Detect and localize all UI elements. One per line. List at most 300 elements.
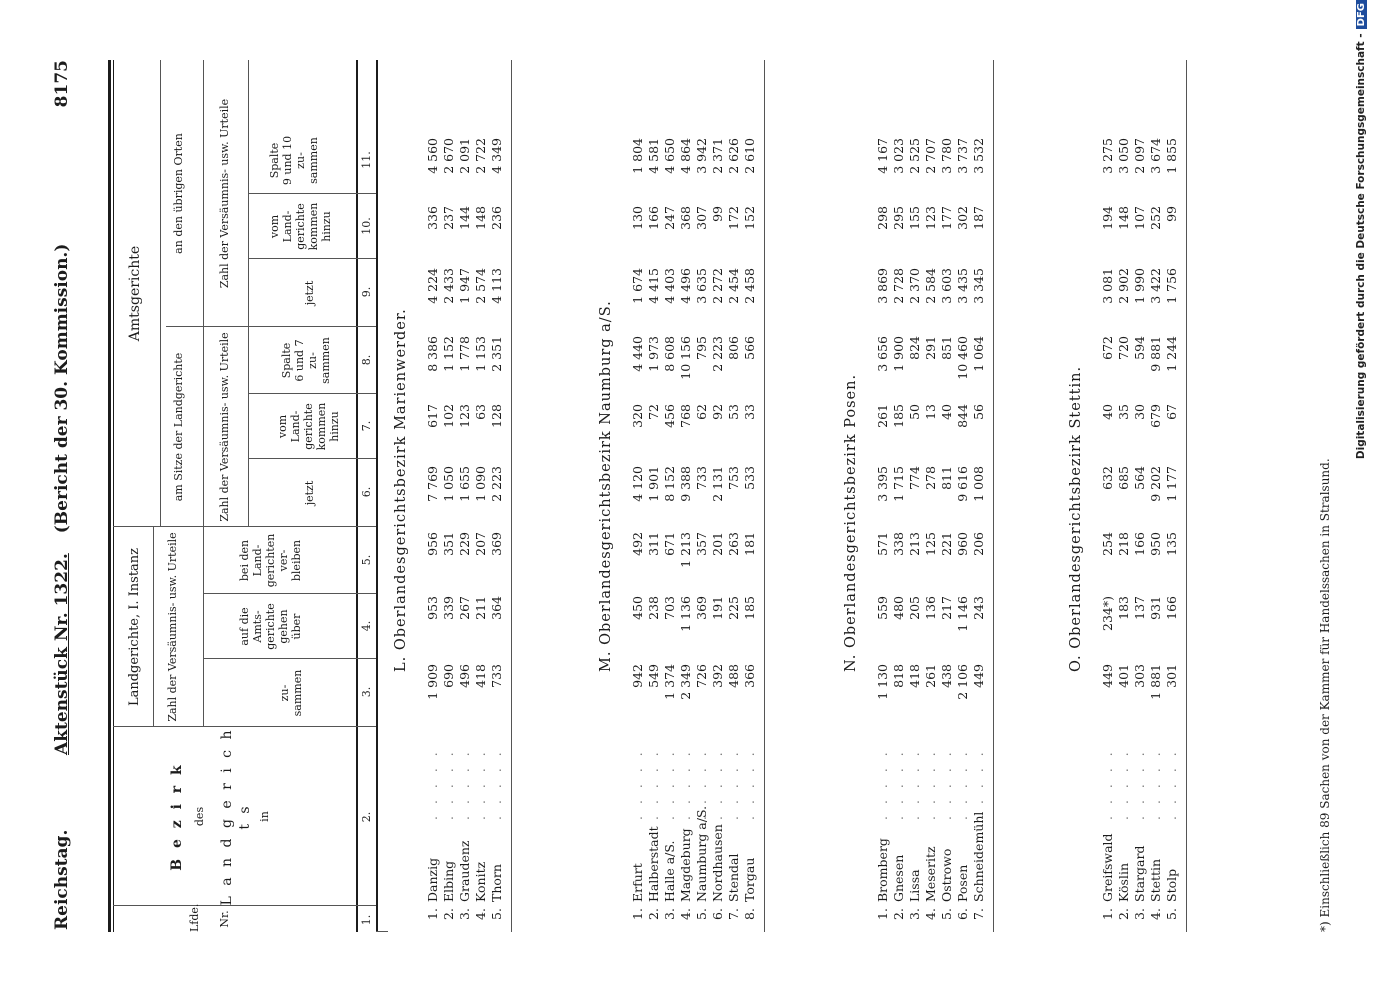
- table-cell: 953: [425, 596, 440, 620]
- court-name: Posen: [955, 864, 970, 902]
- table-cell: 549: [646, 664, 661, 688]
- table-cell: 1 715: [891, 466, 906, 502]
- table-cell: 2 728: [891, 268, 906, 304]
- table-cell: 480: [891, 596, 906, 620]
- table-cell: 123: [923, 206, 938, 230]
- leader-dots: . . . . .: [646, 748, 661, 820]
- table-cell: 99: [1164, 206, 1179, 222]
- table-cell: 10 156: [678, 336, 693, 380]
- court-name: Elbing: [441, 860, 456, 902]
- table-cell: 247: [662, 206, 677, 230]
- table-cell: 135: [1164, 532, 1179, 556]
- table-cell: 8 152: [662, 466, 677, 502]
- table-cell: 733: [694, 466, 709, 490]
- table-cell: 1 008: [971, 466, 986, 502]
- table-cell: 4 403: [662, 268, 677, 304]
- leader-dots: . . . . .: [1116, 748, 1131, 820]
- table-cell: 261: [875, 404, 890, 428]
- table-cell: 366: [742, 664, 757, 688]
- table-cell: 449: [971, 664, 986, 688]
- table-cell: 2 584: [923, 268, 938, 304]
- table-row: [473, 60, 489, 932]
- table-cell: 298: [875, 206, 890, 230]
- table-cell: 3 603: [939, 268, 954, 304]
- header-lfde: Lfde.: [188, 903, 201, 932]
- header-left: Reichstag.: [52, 829, 72, 930]
- table-cell: 2 707: [923, 138, 938, 174]
- table-cell: 3 780: [939, 138, 954, 174]
- table-cell: 559: [875, 596, 890, 620]
- table-cell: 690: [441, 664, 456, 688]
- header-document-number: Aktenstück Nr. 1322.: [52, 553, 72, 755]
- table-cell: 1 064: [971, 336, 986, 372]
- table-row: [710, 60, 726, 932]
- table-cell: 3 674: [1148, 138, 1163, 174]
- table-cell: 218: [1116, 532, 1131, 556]
- table-row: [939, 60, 955, 932]
- table-cell: 148: [473, 206, 488, 230]
- section-title: L. Oberlandesgerichtsbezirk Marienwerder.: [393, 308, 409, 672]
- header-ag-spalte-1: Spalte 6 und 7 zu- sammen: [280, 337, 332, 384]
- table-cell: 152: [742, 206, 757, 230]
- table-cell: 2 626: [726, 138, 741, 174]
- column-number: 2.: [360, 811, 373, 823]
- leader-dots: . . . . .: [875, 748, 890, 820]
- table-cell: 148: [1116, 206, 1131, 230]
- row-number: 6.: [955, 908, 970, 920]
- row-number: 8.: [742, 908, 757, 920]
- table-cell: 806: [726, 336, 741, 360]
- table-cell: 9 202: [1148, 466, 1163, 502]
- table-cell: 278: [923, 466, 938, 490]
- table-cell: 144: [457, 206, 472, 230]
- table-cell: 768: [678, 404, 693, 428]
- table-cell: 1 900: [891, 336, 906, 372]
- table-cell: 303: [1132, 664, 1147, 688]
- leader-dots: . . . . .: [425, 748, 440, 820]
- table-cell: 3 869: [875, 268, 890, 304]
- column-number: 5.: [360, 554, 373, 566]
- table-cell: 4 224: [425, 268, 440, 304]
- table-cell: 56: [971, 404, 986, 420]
- table-cell: 566: [742, 336, 757, 360]
- table-cell: 9 388: [678, 466, 693, 502]
- table-cell: 1 177: [1164, 466, 1179, 502]
- header-nr: Nr.: [218, 910, 231, 928]
- header-ag-sitz: am Sitze der Landgerichte: [172, 352, 185, 502]
- row-number: 1.: [425, 908, 440, 920]
- table-cell: 261: [923, 664, 938, 688]
- header-paren: (Bericht der 30. Kommission.): [52, 243, 72, 534]
- leader-dots: . . . . .: [1164, 748, 1179, 820]
- table-cell: 3 023: [891, 138, 906, 174]
- footnote: *) Einschließlich 89 Sachen von der Kammer für Handelssachen in Stralsund.: [1318, 458, 1332, 932]
- table-cell: 13: [923, 404, 938, 420]
- leader-dots: . . . . .: [923, 748, 938, 820]
- header-lg-zusammen: zu- sammen: [278, 669, 304, 717]
- header-ag-jetzt: jetzt: [303, 480, 316, 506]
- table-row: [1100, 60, 1116, 932]
- column-number: 9.: [360, 286, 373, 298]
- table-cell: 8 386: [425, 336, 440, 372]
- table-cell: 4 167: [875, 138, 890, 174]
- table-cell: 960: [955, 532, 970, 556]
- table-cell: 291: [923, 336, 938, 360]
- table-cell: 369: [489, 532, 504, 556]
- table-cell: 533: [742, 466, 757, 490]
- table-cell: 263: [726, 532, 741, 556]
- table-cell: 3 737: [955, 138, 970, 174]
- row-number: 3.: [662, 908, 677, 920]
- table-cell: 123: [457, 404, 472, 428]
- table-cell: 213: [907, 532, 922, 556]
- leader-dots: . . . . .: [1132, 748, 1147, 820]
- table-cell: 35: [1116, 404, 1131, 420]
- table-cell: 1 973: [646, 336, 661, 372]
- section-title: M. Oberlandesgerichtsbezirk Naumburg a/S.: [598, 300, 614, 672]
- header-ag-ueb-zahl: Zahl der Versäumnis- usw. Urteile: [218, 98, 231, 289]
- table-row: [678, 60, 694, 932]
- row-number: 4.: [678, 908, 693, 920]
- table-row: [907, 60, 923, 932]
- table-cell: 1 374: [662, 664, 677, 700]
- table-cell: 672: [1100, 336, 1115, 360]
- header-amtsgerichte: Amtsgerichte: [127, 245, 143, 342]
- table-cell: 2 106: [955, 664, 970, 700]
- row-number: 4.: [1148, 908, 1163, 920]
- table-row: [742, 60, 758, 932]
- court-name: Halberstadt: [646, 826, 661, 902]
- table-cell: 2 131: [710, 466, 725, 502]
- table-cell: 307: [694, 206, 709, 230]
- table-row: [1116, 60, 1132, 932]
- table-cell: 237: [441, 206, 456, 230]
- table-cell: 496: [457, 664, 472, 688]
- table-cell: 211: [473, 596, 488, 620]
- table-cell: 177: [939, 206, 954, 230]
- court-name: Ostrowo: [939, 848, 954, 902]
- row-number: 5.: [694, 908, 709, 920]
- table-row: [875, 60, 891, 932]
- header-lg-auf-die: auf die Amts- gerichte gehen über: [238, 603, 303, 650]
- header-landgerichte: Landgerichte, I. Instanz: [127, 547, 142, 707]
- court-name: Nordhausen: [710, 824, 725, 902]
- table-cell: 3 656: [875, 336, 890, 372]
- table-cell: 720: [1116, 336, 1131, 360]
- row-number: 2.: [646, 908, 661, 920]
- table-cell: 811: [939, 466, 954, 490]
- table-cell: 155: [907, 206, 922, 230]
- table-cell: 2 454: [726, 268, 741, 304]
- table-cell: 1 855: [1164, 138, 1179, 174]
- header-ag-vom2: vom Land- gerichte kommen hinzu: [268, 202, 333, 251]
- table-cell: 172: [726, 206, 741, 230]
- table-cell: 302: [955, 206, 970, 230]
- leader-dots: . . . . .: [742, 748, 757, 820]
- table-cell: 1 130: [875, 664, 890, 700]
- table-row: [489, 60, 505, 932]
- leader-dots: . . . . .: [694, 748, 709, 820]
- table-cell: 137: [1132, 596, 1147, 620]
- table-cell: 2 272: [710, 268, 725, 304]
- row-number: 1.: [875, 908, 890, 920]
- running-header: [52, 60, 82, 930]
- table-cell: 364: [489, 596, 504, 620]
- court-name: Torgau: [742, 857, 757, 902]
- table-cell: 185: [891, 404, 906, 428]
- table-cell: 818: [891, 664, 906, 688]
- table-cell: 753: [726, 466, 741, 490]
- table-cell: 351: [441, 532, 456, 556]
- table-cell: 125: [923, 532, 938, 556]
- table-cell: 679: [1148, 404, 1163, 428]
- table-cell: 166: [1132, 532, 1147, 556]
- table-row: [441, 60, 457, 932]
- section-divider: [993, 60, 994, 932]
- row-number: 5.: [489, 908, 504, 920]
- column-number: 11.: [360, 151, 373, 169]
- table-row: [923, 60, 939, 932]
- table-cell: 956: [425, 532, 440, 556]
- table-cell: 9 881: [1148, 336, 1163, 372]
- row-number: 2.: [441, 908, 456, 920]
- table-cell: 795: [694, 336, 709, 360]
- table-row: [726, 60, 742, 932]
- table-cell: 1 146: [955, 596, 970, 632]
- table-cell: 107: [1132, 206, 1147, 230]
- table-cell: 2 574: [473, 268, 488, 304]
- row-number: 7.: [726, 908, 741, 920]
- court-name: Gnesen: [891, 854, 906, 902]
- row-number: 2.: [891, 908, 906, 920]
- table-cell: 1 244: [1164, 336, 1179, 372]
- leader-dots: . . . . .: [726, 748, 741, 820]
- table-cell: 92: [710, 404, 725, 420]
- leader-dots: . . . . .: [662, 748, 677, 820]
- header-ag-sitz-zahl: Zahl der Versäumnis- usw. Urteile: [218, 332, 231, 522]
- table-cell: 166: [1164, 596, 1179, 620]
- header-middle: [52, 244, 72, 755]
- table-row: [457, 60, 473, 932]
- page-number: 8175: [52, 60, 72, 108]
- column-number: 10.: [360, 217, 373, 235]
- table-cell: 8 608: [662, 336, 677, 372]
- court-name: Schneidemühl: [971, 811, 986, 902]
- leader-dots: . . . . .: [489, 748, 504, 820]
- table-cell: 438: [939, 664, 954, 688]
- table-cell: 10 460: [955, 336, 970, 380]
- leader-dots: . . . . .: [710, 748, 725, 820]
- table-cell: 130: [630, 206, 645, 230]
- table-cell: 53: [726, 404, 741, 420]
- table-cell: 339: [441, 596, 456, 620]
- table-cell: 181: [742, 532, 757, 556]
- table-cell: 450: [630, 596, 645, 620]
- table-cell: 2 351: [489, 336, 504, 372]
- court-name: Greifswald: [1100, 833, 1115, 902]
- table-cell: 4 349: [489, 138, 504, 174]
- table-cell: 2 722: [473, 138, 488, 174]
- table-cell: 2 610: [742, 138, 757, 174]
- court-name: Magdeburg: [678, 828, 693, 902]
- table-cell: 368: [678, 206, 693, 230]
- table-cell: 617: [425, 404, 440, 428]
- table-cell: 50: [907, 404, 922, 420]
- table-cell: 295: [891, 206, 906, 230]
- table-cell: 733: [489, 664, 504, 688]
- table-cell: 4 581: [646, 138, 661, 174]
- table-cell: 824: [907, 336, 922, 360]
- table-cell: 1 909: [425, 664, 440, 700]
- leader-dots: . . . . .: [457, 748, 472, 820]
- table-cell: 72: [646, 404, 661, 420]
- leader-dots: . . . . .: [630, 748, 645, 820]
- row-number: 4.: [923, 908, 938, 920]
- table-cell: 3 942: [694, 138, 709, 174]
- table-cell: 488: [726, 664, 741, 688]
- row-number: 5.: [1164, 908, 1179, 920]
- table-cell: 311: [646, 532, 661, 556]
- table-cell: 392: [710, 664, 725, 688]
- table-cell: 492: [630, 532, 645, 556]
- table-row: [955, 60, 971, 932]
- row-number: 1.: [630, 908, 645, 920]
- table-cell: 225: [726, 596, 741, 620]
- header-lg-zahl: Zahl der Versäumnis- usw. Urteile: [166, 532, 179, 722]
- table-cell: 63: [473, 404, 488, 420]
- table-cell: 3 081: [1100, 268, 1115, 304]
- table-cell: 1 804: [630, 138, 645, 174]
- table-cell: 206: [971, 532, 986, 556]
- table-cell: 632: [1100, 466, 1115, 490]
- table-cell: 851: [939, 336, 954, 360]
- table-cell: 267: [457, 596, 472, 620]
- table-cell: 456: [662, 404, 677, 428]
- table-cell: 726: [694, 664, 709, 688]
- table-cell: 336: [425, 206, 440, 230]
- table-cell: 183: [1116, 596, 1131, 620]
- table-cell: 236: [489, 206, 504, 230]
- table-cell: 2 091: [457, 138, 472, 174]
- table-cell: 1 136: [678, 596, 693, 632]
- table-cell: 338: [891, 532, 906, 556]
- court-name: Meseritz: [923, 846, 938, 902]
- court-name: Stargard: [1132, 845, 1147, 902]
- table-cell: 418: [907, 664, 922, 688]
- court-name: Konitz: [473, 861, 488, 902]
- court-name: Köslin: [1116, 863, 1131, 902]
- table-cell: 33: [742, 404, 757, 420]
- table-cell: 4 496: [678, 268, 693, 304]
- table-cell: 207: [473, 532, 488, 556]
- table-cell: 2 223: [489, 466, 504, 502]
- table-cell: 301: [1164, 664, 1179, 688]
- table-cell: 418: [473, 664, 488, 688]
- table-row: [1132, 60, 1148, 932]
- court-name: Graudenz: [457, 840, 472, 902]
- table-cell: 166: [646, 206, 661, 230]
- table-row: [425, 60, 441, 932]
- table-cell: 40: [939, 404, 954, 420]
- table-cell: 102: [441, 404, 456, 428]
- row-number: 5.: [939, 908, 954, 920]
- row-number: 2.: [1116, 908, 1131, 920]
- table-cell: 401: [1116, 664, 1131, 688]
- table-cell: 4 120: [630, 466, 645, 502]
- court-name: Naumburg a/S.: [694, 805, 709, 902]
- leader-dots: . . . . .: [1148, 748, 1163, 820]
- table-cell: 62: [694, 404, 709, 420]
- row-number: 4.: [473, 908, 488, 920]
- table-cell: 320: [630, 404, 645, 428]
- leader-dots: . . . . .: [473, 748, 488, 820]
- table-cell: 1 152: [441, 336, 456, 372]
- table-cell: 3 395: [875, 466, 890, 502]
- table-cell: 187: [971, 206, 986, 230]
- table-cell: 2 370: [907, 268, 922, 304]
- table-cell: 2 902: [1116, 268, 1131, 304]
- table-row: [630, 60, 646, 932]
- table-cell: 1 090: [473, 466, 488, 502]
- table-cell: 4 560: [425, 138, 440, 174]
- row-number: 7.: [971, 908, 986, 920]
- leader-dots: . . . . .: [1100, 748, 1115, 820]
- section-divider: [764, 60, 765, 932]
- table-cell: 234*): [1100, 596, 1115, 631]
- table-row: [891, 60, 907, 932]
- leader-dots: . . . . .: [907, 748, 922, 820]
- table-cell: 3 422: [1148, 268, 1163, 304]
- table-cell: 243: [971, 596, 986, 620]
- table-cell: 67: [1164, 404, 1179, 420]
- dfg-logo: DFG: [1356, 0, 1367, 29]
- header-des: des: [193, 806, 206, 827]
- column-number: 3.: [360, 686, 373, 698]
- table-cell: 194: [1100, 206, 1115, 230]
- table-cell: 128: [489, 404, 504, 428]
- table-cell: 3 635: [694, 268, 709, 304]
- table-cell: 1 881: [1148, 664, 1163, 700]
- table-cell: 238: [646, 596, 661, 620]
- court-name: Danzig: [425, 857, 440, 902]
- table-row: [1148, 60, 1164, 932]
- leader-dots: . . . . .: [441, 748, 456, 820]
- table-cell: 30: [1132, 404, 1147, 420]
- table-cell: 571: [875, 532, 890, 556]
- table-cell: 2 433: [441, 268, 456, 304]
- row-number: 1.: [1100, 908, 1115, 920]
- section-title: O. Oberlandesgerichtsbezirk Stettin.: [1068, 365, 1084, 672]
- row-number: 3.: [1132, 908, 1147, 920]
- court-name: Thorn: [489, 864, 504, 902]
- court-name: Stolp: [1164, 868, 1179, 902]
- court-name: Lissa: [907, 869, 922, 902]
- table-row: [646, 60, 662, 932]
- leader-dots: . . . . .: [678, 748, 693, 820]
- table-cell: 1 153: [473, 336, 488, 372]
- table-cell: 1 778: [457, 336, 472, 372]
- table-cell: 254: [1100, 532, 1115, 556]
- table-cell: 185: [742, 596, 757, 620]
- table-cell: 3 532: [971, 138, 986, 174]
- table-cell: 229: [457, 532, 472, 556]
- table-cell: 2 097: [1132, 138, 1147, 174]
- table-cell: 252: [1148, 206, 1163, 230]
- section-divider: [1186, 60, 1187, 932]
- table-cell: 205: [907, 596, 922, 620]
- table-cell: 7 769: [425, 466, 440, 502]
- table-cell: 3 435: [955, 268, 970, 304]
